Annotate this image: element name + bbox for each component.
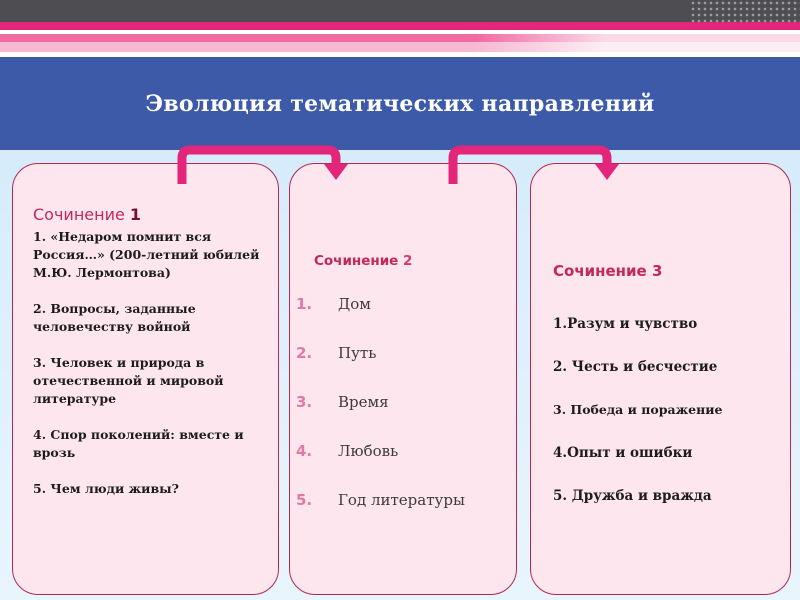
list-item: [296, 442, 465, 491]
list-item: 3. Победа и поражение: [553, 402, 723, 417]
list-item: 3. Человек и природа в отечественной и мировой литературе: [33, 355, 224, 406]
card-3-list: [553, 316, 783, 531]
list-item-number: 1.: [296, 295, 313, 313]
card-1-heading-label: Сочинение: [33, 205, 125, 224]
list-item: 5. Чем люди живы?: [33, 481, 179, 496]
list-item: 2. Честь и бесчестие: [553, 359, 718, 375]
list-item-text: Любовь: [338, 442, 399, 460]
list-item: [296, 295, 465, 344]
card-essay-1: [12, 163, 279, 595]
top-bar: [0, 0, 800, 22]
card-1-heading: [33, 205, 141, 224]
page-title: Эволюция тематических направлений: [145, 90, 655, 117]
list-item-text: Время: [338, 393, 389, 411]
list-item: 5. Дружба и вражда: [553, 488, 712, 504]
card-2-heading-label: Сочинение: [314, 253, 399, 269]
card-2-heading: [314, 253, 412, 269]
list-item: 1. «Недаром помнит вся Россия…» (200-летний юбилей М.Ю. Лермонтова): [33, 229, 260, 280]
card-1-list: [33, 228, 269, 516]
list-item: 4.Опыт и ошибки: [553, 445, 693, 461]
title-band: [0, 57, 800, 150]
list-item: 4. Спор поколений: вместе и врозь: [33, 427, 244, 460]
card-2-list: [296, 295, 465, 540]
list-item-text: Дом: [338, 295, 371, 313]
list-item: 1.Разум и чувство: [553, 316, 698, 332]
card-essay-3: [530, 163, 791, 595]
connector-arrow-icon: [441, 140, 623, 188]
top-bar-dots: [690, 0, 800, 22]
decor-stripe-fade: [475, 34, 800, 52]
card-3-heading: [553, 262, 662, 280]
connector-arrow-icon: [170, 140, 352, 188]
card-1-heading-number: 1: [129, 205, 142, 224]
card-2-heading-number: 2: [403, 253, 413, 269]
decor-stripe-magenta: [0, 22, 800, 30]
list-item-number: 5.: [296, 491, 313, 509]
list-item-number: 2.: [296, 344, 313, 362]
card-3-heading-number: 3: [651, 262, 663, 280]
list-item-text: Путь: [338, 344, 377, 362]
card-essay-2: [289, 163, 517, 595]
list-item: [296, 344, 465, 393]
list-item-text: Год литературы: [338, 491, 465, 509]
list-item-number: 3.: [296, 393, 313, 411]
list-item: 2. Вопросы, заданные человечеству войной: [33, 301, 196, 334]
list-item: [296, 491, 465, 540]
card-3-heading-label: Сочинение: [553, 262, 647, 280]
list-item: [296, 393, 465, 442]
list-item-number: 4.: [296, 442, 313, 460]
